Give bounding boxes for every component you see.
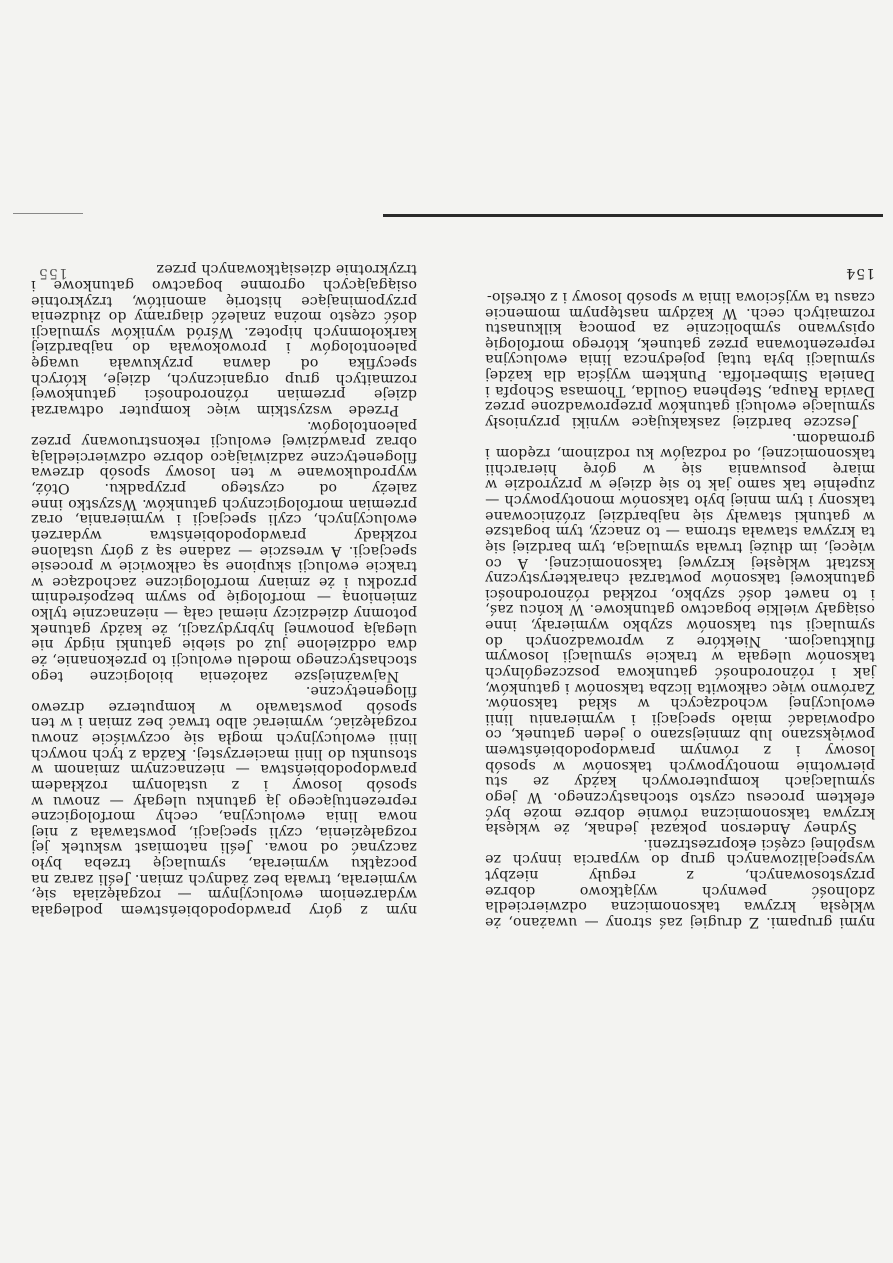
paragraph: nymi grupami. Z drugiej zaś strony — uważano, że wklęsła krzywa taksonomiczna odzwierciedla zdolność pewnych wyjątkowo dobrze przystosowanych, z reguły niezbyt wyspecjalizowanych grup do wyparcia innych ze wspólnej części ekoprzestrzeni. [485, 835, 875, 930]
page-154-text [485, 288, 875, 929]
paragraph: nym z góry prawdopodobieństwem podlegała wydarzeniom ewolucyjnym — rozgałęziała się, wymierała, trwała bez żadnych zmian. Jeśli zaraz na początku wymierała, symulację trzeba było zaczynać od nowa. Jeśli natomiast wskutek jej rozgałęzienia, czyli specjacji, powstawała z niej nowa linia ewolucyjna, cechy morfologiczne reprezentującego ją gatunku ulegały — znowu w sposób losowy i z ustalonym rozkładem prawdopodobieństwa — nieznacznym zmianom w stosunku do linii macierzystej. Każda z tych nowych linii ewolucyjnych mogła się oczywiście znowu rozgałęziać, wymierać albo trwać bez zmian i w ten sposób powstawało w komputerze drzewo filogenetyczne. [31, 683, 417, 918]
page-154 [483, 0, 883, 1263]
paragraph: Przede wszystkim więc komputer odtwarzał dzieje przemian różnorodności gatunkowej rozmaitych grup organicznych, dzieje, których specyfika od dawna przykuwała uwagę paleontologów i prowokowała do najbardziej karkołomnych hipotez. Wśród wyników symulacji dość często można znaleźć diagramy do złudzenia przypominające historię amonitów, trzykrotnie osiągających ogromne bogactwo gatunkowe i trzykrotnie dziesiątkowanych przez [31, 261, 417, 418]
page-number: 155 [38, 265, 68, 281]
paragraph: Najważniejsze założenia biologiczne tego stochastycznego modelu ewolucji to przekonanie, że dwa oddzielone już od siebie gatunki nigdy nie ulegają ponownej hybrydyzacji, że każdy gatunek potomny dziedziczy niemal całą — nieznacznie tylko zmienioną — morfologię po swym bezpośrednim przodku i że zmiany morfologiczne zachodzące w trakcie ewolucji skupione są całkowicie w procesie specjacji. A wreszcie — zadane są z góry ustalone rozkłady prawdopodobieństwa wydarzeń ewolucyjnych, czyli specjacji i wymierania, oraz przemian morfologicznych gatunków. Wszystko inne zależy od czystego przypadku. Otóż, wyprodukowane w ten losowy sposób drzewa filogenetyczne zadziwiająco dobrze odzwierciedlają obraz prawdziwej ewolucji rekonstruowany przez paleontologów. [31, 417, 417, 684]
page-155-text [31, 261, 417, 917]
gutter-rule-faint [13, 213, 83, 214]
paragraph: Jeszcze bardziej zaskakujące wyniki przyniosły symulacje ewolucji gatunków przeprowadzone przez Davida Raupa, Stephena Goulda, Thomasa Schopfa i Daniela Simberloffa. Punktem wyjścia dla każdej symulacji była tutaj pojedyncza linia ewolucyjna reprezentowana przez gatunek, którego morfologię opisywano symbolicznie za pomocą kilkunastu rozmaitych cech. W każdym następnym momencie czasu ta wyjściowa linia w sposób losowy i z określo- [485, 289, 875, 430]
page-155 [30, 0, 423, 1263]
paragraph: Sydney Anderson pokazał jednak, że wklęsła krzywa taksonomiczna równie dobrze może być efektem procesu czysto stochastycznego. W jego symulacjach komputerowych każdy ze stu pierwotnie monotypowych taksonów w sposób losowy i z równym prawdopodobieństwem powiększano lub zmniejszano o jeden gatunek, co odpowiadać miało specjacji i wymieraniu linii ewolucyjnej wchodzących w skład taksonów. Zarówno więc całkowita liczba taksonów i gatunków, jak i różnorodność gatunkowa poszczególnych taksonów ulegała w trakcie symulacji losowym fluktuacjom. Niektóre z wprowadzonych do symulacji stu taksonów szybko wymierały, inne osiągały wielkie bogactwo gatunkowe. W końcu zaś, i to nawet dość szybko, rozkład różnorodności gatunkowej taksonów powtarzał charakterystyczny kształt wklęsłej krzywej taksonomicznej. A co więcej, im dłużej trwała symulacja, tym bardziej się ta krzywa stawała stroma — to znaczy, tym bogatsze w gatunki stawały się najbardziej zróżnicowane taksony i tym mniej było taksonów monotypowych — zupełnie tak samo jak to się dzieje w przyrodzie w miarę posuwania się w górę hierarchii taksonomicznej, od rodzajów ku rodzinom, rzędom i gromadom. [485, 429, 875, 837]
gutter-rule [383, 214, 883, 217]
page-number: 154 [845, 265, 875, 281]
